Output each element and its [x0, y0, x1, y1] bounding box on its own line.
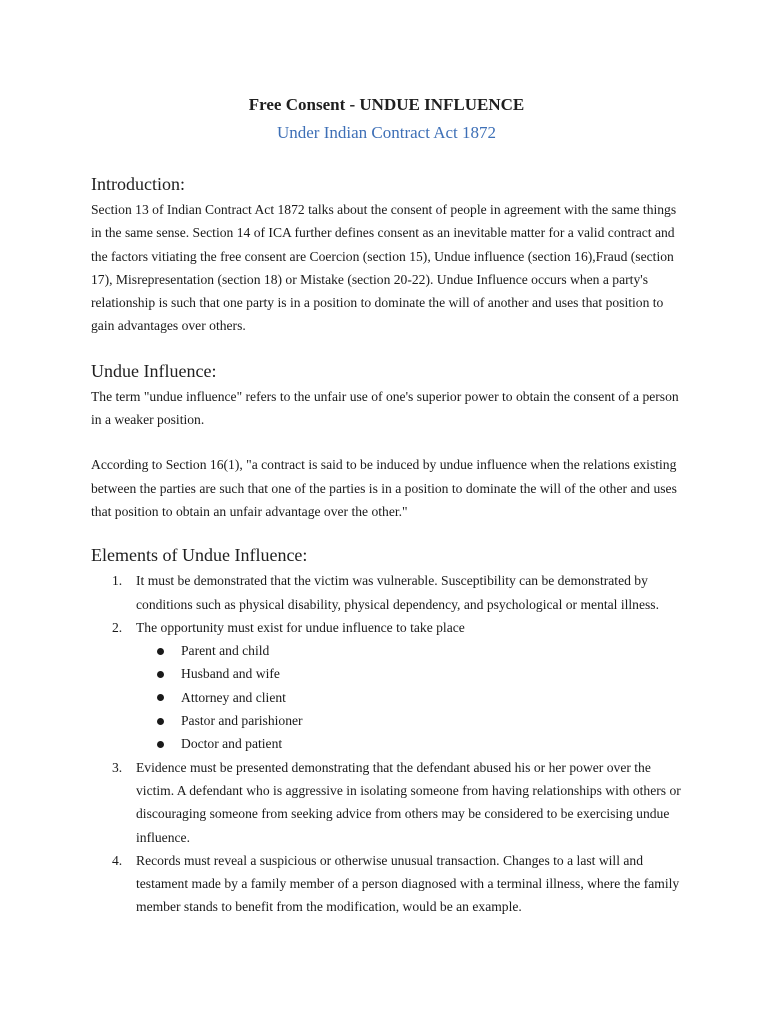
- bullet-icon: [157, 718, 164, 725]
- list-number: 2.: [112, 619, 123, 635]
- bullet-text: Parent and child: [181, 643, 270, 659]
- document-title: Free Consent - UNDUE INFLUENCE: [248, 95, 525, 114]
- list-number: 4.: [112, 852, 123, 868]
- elements-section: [91, 543, 682, 918]
- relationships-list: [136, 639, 682, 755]
- elements-list: [91, 569, 682, 918]
- introduction-heading: Introduction:: [91, 174, 185, 194]
- introduction-paragraph: Section 13 of Indian Contract Act 1872 talks about the consent of people in agreement with the same things in the same sense. Section 14 of ICA further defines consent as an inevitable matter for a valid contract and the factors vitiating the free consent are Coercion (section 15), Undue influence (section 16),Fraud (section 17), Misrepresentation (section 18) or Mistake (section 20-22). Undue Influence occurs when a party's relationship is such that one party is in a position to dominate the will of another and uses that position to gain advantages over others.: [91, 202, 677, 334]
- bullet-text: Doctor and patient: [181, 736, 283, 752]
- bullet-icon: [157, 694, 164, 701]
- list-item-text: It must be demonstrated that the victim was vulnerable. Susceptibility can be demonstrated by conditions such as physical disability, physical dependency, and psychological or mental illness.: [136, 573, 659, 612]
- bullet-text: Pastor and parishioner: [181, 713, 303, 729]
- list-item: [91, 569, 682, 616]
- list-item-text: The opportunity must exist for undue influence to take place: [136, 619, 465, 635]
- bullet-text: Husband and wife: [181, 666, 280, 682]
- bullet-icon: [157, 648, 164, 655]
- bullet-text: Attorney and client: [181, 689, 286, 705]
- section-16-quote: According to Section 16(1), "a contract is said to be induced by undue influence when the relations existing between the parties are such that one of the parties is in a position to dominate the will of the other and uses that position to obtain an unfair advantage over the other.": [91, 457, 677, 519]
- undue-influence-heading: Undue Influence:: [91, 360, 217, 381]
- elements-heading: Elements of Undue Influence:: [91, 545, 308, 566]
- bullet-icon: [157, 741, 164, 748]
- bullet-item: [136, 662, 682, 685]
- list-number: 3.: [112, 759, 123, 775]
- introduction-section: [91, 172, 682, 338]
- bullet-item: [136, 709, 682, 732]
- document-subtitle: Under Indian Contract Act 1872: [276, 123, 497, 142]
- bullet-item: [136, 732, 682, 755]
- list-item-text: Records must reveal a suspicious or otherwise unusual transaction. Changes to a last will and testament made by a family member of a person diagnosed with a terminal illness, where the family member stands to benefit from the modification, would be an example.: [136, 852, 680, 915]
- list-item: [91, 756, 682, 849]
- undue-influence-definition: The term "undue influence" refers to the unfair use of one's superior power to obtain the consent of a person in a weaker position.: [91, 388, 679, 428]
- list-number: 1.: [112, 573, 123, 589]
- list-item-text: Evidence must be presented demonstrating that the defendant abused his or her power over the victim. A defendant who is aggressive in isolating someone from having relationships with others or discouraging someone from seeking advice from others may be considered to be exercising undue influence.: [136, 759, 681, 845]
- undue-influence-section: [91, 359, 682, 523]
- bullet-item: [136, 639, 682, 662]
- bullet-item: [136, 686, 682, 709]
- list-item: [91, 616, 682, 756]
- list-item: [91, 849, 682, 919]
- bullet-icon: [157, 671, 164, 678]
